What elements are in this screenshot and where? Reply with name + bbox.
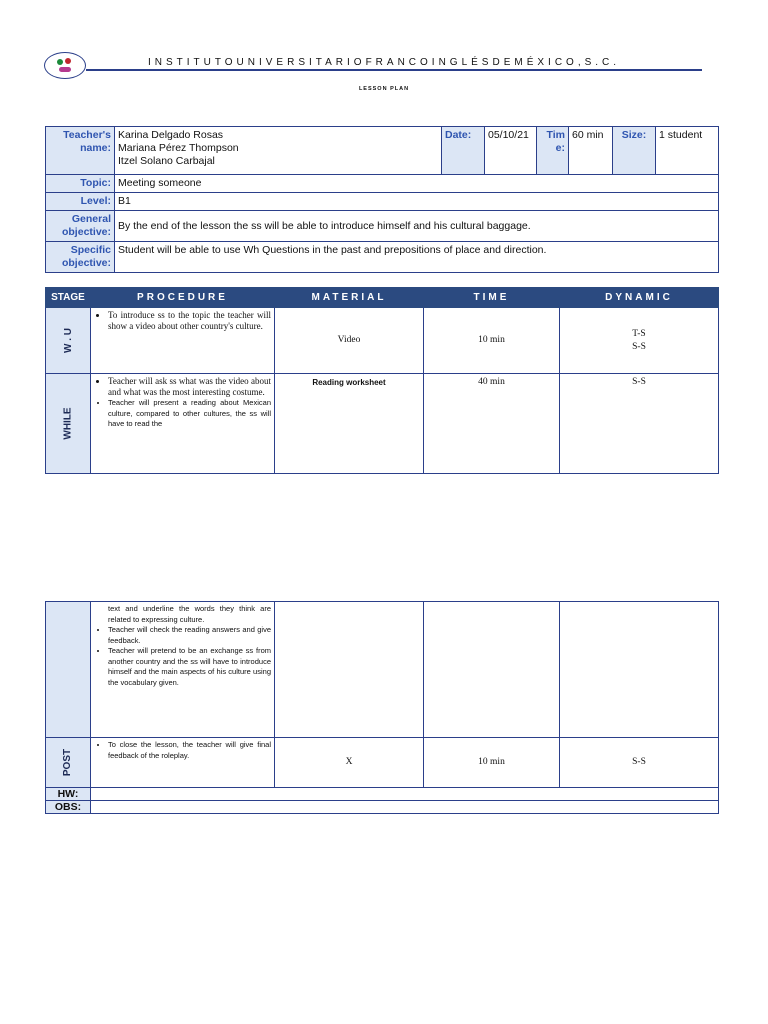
- time-value: 60 min: [569, 127, 613, 175]
- stage-warm-up: W . U: [46, 308, 91, 374]
- warm-up-time: 10 min: [424, 308, 560, 374]
- while-procedure-continued: [91, 602, 275, 738]
- level-value: B1: [115, 193, 719, 211]
- while-material: Reading worksheet: [275, 374, 424, 474]
- header-time: TIME: [424, 288, 560, 308]
- procedure-continuation-table: [45, 601, 719, 814]
- teacher-label: Teacher's name:: [46, 127, 115, 175]
- stage-post: POST: [46, 738, 91, 788]
- institution-name: INSTITUTOUNIVERSITARIOFRANCOINGLÉSDEMÉXICO,S.C.: [147, 57, 621, 68]
- post-dynamic: S-S: [560, 738, 719, 788]
- post-material: X: [275, 738, 424, 788]
- while-dynamic-continued: [560, 602, 719, 738]
- teacher-names: [115, 127, 442, 175]
- post-time: 10 min: [424, 738, 560, 788]
- lesson-info-table: [45, 126, 719, 273]
- specific-objective-value: Student will be able to use Wh Questions in the past and prepositions of place and direction.: [115, 242, 719, 273]
- size-value: 1 student: [656, 127, 719, 175]
- teacher-name: Itzel Solano Carbajal: [118, 155, 215, 167]
- time-label: Time:: [537, 127, 569, 175]
- procedure-item: • Teacher will ask ss what was the video about and what was the most interesting costume.: [108, 376, 271, 398]
- procedure-item: • To close the lesson, the teacher will give final feedback of the roleplay.: [108, 740, 271, 761]
- while-dynamic: S-S: [560, 374, 719, 474]
- observations-label: OBS:: [46, 801, 91, 814]
- general-objective-label: General objective:: [46, 211, 115, 242]
- stage-while-continued: [46, 602, 91, 738]
- warm-up-material: Video: [275, 308, 424, 374]
- procedure-item: • Teacher will check the reading answers and give feedback.: [108, 625, 271, 646]
- specific-objective-label: Specific objective:: [46, 242, 115, 273]
- date-value: 05/10/21: [485, 127, 537, 175]
- homework-value: [91, 788, 719, 801]
- general-objective-value: By the end of the lesson the ss will be able to introduce himself and his cultural baggage.: [115, 211, 719, 242]
- stage-while: WHILE: [46, 374, 91, 474]
- teacher-name: Karina Delgado Rosas: [118, 129, 224, 141]
- header-material: MATERIAL: [275, 288, 424, 308]
- topic-value: Meeting someone: [115, 175, 719, 193]
- warm-up-dynamic: T-S S-S: [560, 308, 719, 374]
- while-time-continued: [424, 602, 560, 738]
- level-label: Level:: [46, 193, 115, 211]
- size-label: Size:: [613, 127, 656, 175]
- while-material-continued: [275, 602, 424, 738]
- topic-label: Topic:: [46, 175, 115, 193]
- observations-value: [91, 801, 719, 814]
- header-procedure: PROCEDURE: [91, 288, 275, 308]
- header-stage: STAGE: [46, 288, 91, 308]
- warm-up-procedure: [91, 308, 275, 374]
- procedure-table: [45, 287, 719, 474]
- procedure-item: • To introduce ss to the topic the teacher will show a video about other country's culture.: [108, 310, 271, 332]
- while-procedure: [91, 374, 275, 474]
- while-time: 40 min: [424, 374, 560, 474]
- document-title: LESSON PLAN: [358, 86, 410, 92]
- teacher-name: Mariana Pérez Thompson: [118, 142, 239, 154]
- procedure-continued-text: text and underline the words they think are related to expressing culture.: [108, 604, 271, 624]
- procedure-item: • Teacher will present a reading about Mexican culture, compared to other cultures, the ss will have to read the: [108, 398, 271, 430]
- post-procedure: [91, 738, 275, 788]
- procedure-item: • Teacher will pretend to be an exchange ss from another country and the ss will have to introduce himself and the main aspects of his culture using the vocabulary given.: [108, 646, 271, 688]
- header-rule: [86, 69, 702, 71]
- header-dynamic: DYNAMIC: [560, 288, 719, 308]
- homework-label: HW:: [46, 788, 91, 801]
- date-label: Date:: [442, 127, 485, 175]
